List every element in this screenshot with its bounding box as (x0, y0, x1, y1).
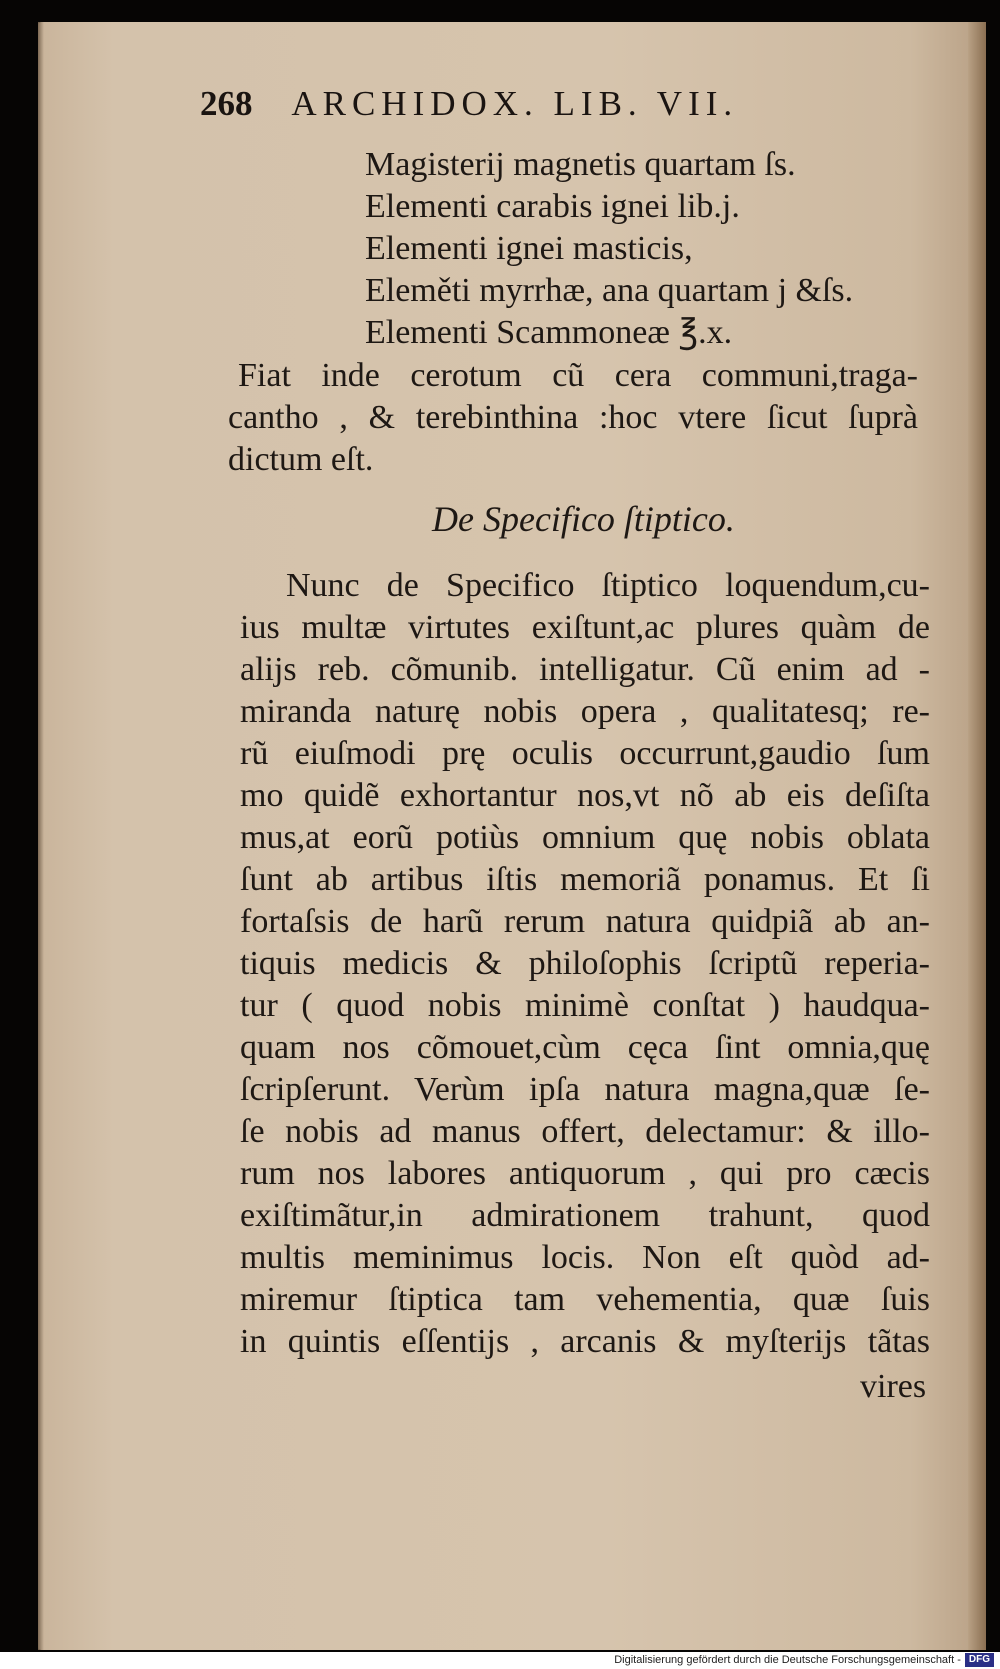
text-line: alijs reb. cõmunib. intelligatur. Cũ enim ad - (240, 651, 930, 688)
recipe-line: Eleměti myrrhæ, ana quartam j &ſs. (365, 272, 854, 309)
text-line: rum nos labores antiquorum , qui pro cæcis (240, 1155, 930, 1192)
recipe-line: Magisterij magnetis quartam ſs. (365, 146, 796, 183)
text-line: ſunt ab artibus iſtis memoriã ponamus. Et ſi (240, 861, 930, 898)
text-line: miranda naturę nobis opera , qualitatesq; re- (240, 693, 930, 730)
text-line: in quintis eſſentijs , arcanis & myſterijs tãtas (240, 1323, 930, 1360)
text-line: dictum eſt. (228, 441, 374, 478)
dfg-logo: DFG (965, 1653, 994, 1667)
recipe-line: Elementi ignei masticis, (365, 230, 693, 267)
text-line: Fiat inde cerotum cũ cera communi,traga- (238, 357, 918, 394)
text-line: Nunc de Specifico ſtiptico loquendum,cu- (286, 567, 930, 604)
instruction-paragraph (228, 355, 918, 481)
text-line: ſcripſerunt. Verùm ipſa natura magna,quæ ſe- (240, 1071, 930, 1108)
text-line: cantho , & terebinthina :hoc vtere ſicut ſuprà (228, 399, 918, 436)
text-line: tur ( quod nobis minimè conſtat ) haudqua- (240, 987, 930, 1024)
catchword: vires (860, 1368, 927, 1405)
text-line: ius multæ virtutes exiſtunt,ac plures quàm de (240, 609, 930, 646)
recipe-line: Elementi carabis ignei lib.j. (365, 188, 740, 225)
footer-text: Digitalisierung gefördert durch die Deutsche Forschungsgemeinschaft - (614, 1654, 961, 1666)
text-line: miremur ſtiptica tam vehementia, quæ ſuis (240, 1281, 930, 1318)
text-line: ſe nobis ad manus offert, delectamur: & illo- (240, 1113, 930, 1150)
section-heading: De Specifico ſtiptico. (432, 499, 735, 539)
spine-shadow (38, 22, 44, 1650)
text-line: multis meminimus locis. Non eſt quòd ad- (240, 1239, 930, 1276)
text-line: quam nos cõmouet,cùm cęca ſint omnia,quę (240, 1029, 930, 1066)
recipe-line: Elementi Scammoneæ ℥.x. (365, 314, 733, 351)
page-edge (968, 22, 986, 1650)
running-title: ARCHIDOX. LIB. VII. (291, 84, 739, 123)
running-header (200, 84, 900, 134)
page-number: 268 (200, 84, 253, 123)
body-paragraph (240, 565, 930, 1363)
footer-bar (0, 1652, 1000, 1669)
text-line: mo quidẽ exhortantur nos,vt nõ ab eis deſiſta (240, 777, 930, 814)
text-line: mus,at eorũ potiùs omnium quę nobis oblata (240, 819, 930, 856)
text-line: rũ eiuſmodi prę oculis occurrunt,gaudio ſum (240, 735, 930, 772)
text-line: fortaſsis de harũ rerum natura quidpiã ab an- (240, 903, 930, 940)
text-line: tiquis medicis & philoſophis ſcriptũ reperia- (240, 945, 930, 982)
recipe-block (365, 144, 853, 354)
text-line: exiſtimãtur,in admirationem trahunt, quod (240, 1197, 930, 1234)
